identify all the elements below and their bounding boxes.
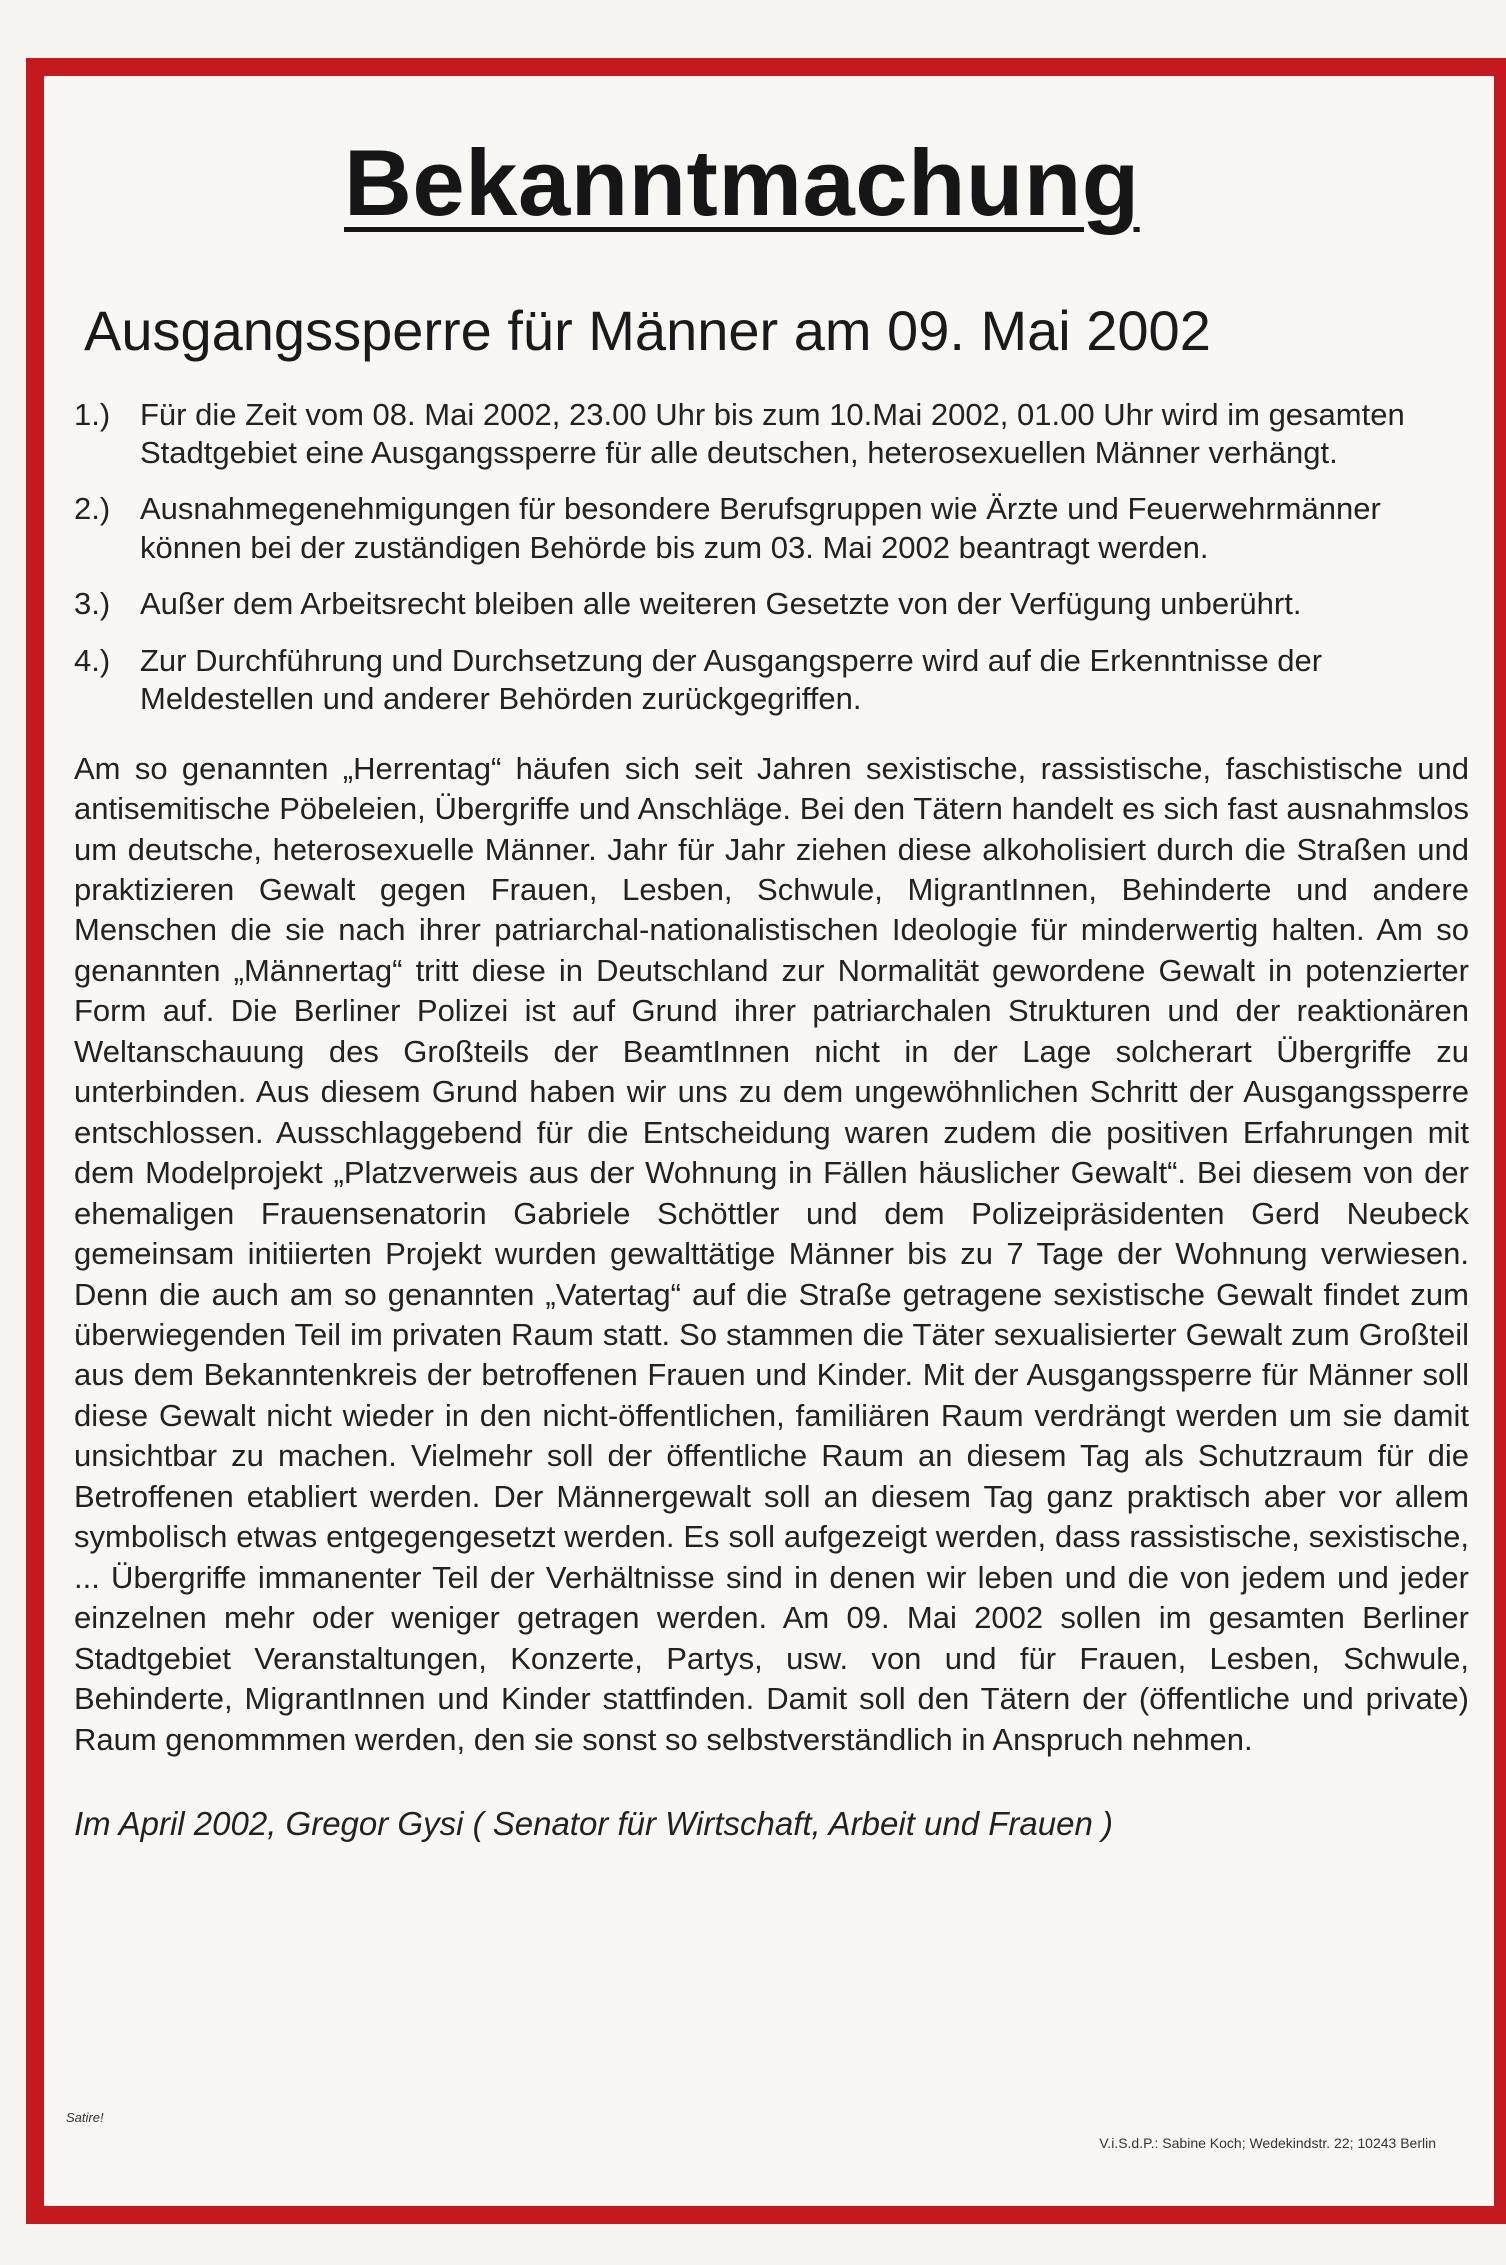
point-number: 4.) [74,642,111,678]
point-number: 2.) [74,491,111,527]
decree-point [74,642,1469,719]
decree-point [74,396,1469,473]
point-text: Ausnahmegenehmigungen für besondere Berufsgruppen wie Ärzte und Feuerwehrmänner können bei der zuständigen Behörde bis zum 03. Mai 2002 beantragt werden. [140,491,1381,565]
poster-subtitle: Ausgangssperre für Männer am 09. Mai 2002 [84,299,1211,362]
imprint-line: V.i.S.d.P.: Sabine Koch; Wedekindstr. 22; 10243 Berlin [1099,2135,1436,2151]
decree-point [74,585,1469,623]
point-number: 1.) [74,396,111,432]
red-border-frame [26,58,1506,2224]
signature-line: Im April 2002, Gregor Gysi ( Senator für Wirtschaft, Arbeit und Frauen ) [74,1804,1113,1842]
poster-title: Bekanntmachung [344,130,1140,235]
point-number: 3.) [74,586,111,622]
point-text: Außer dem Arbeitsrecht bleiben alle weiteren Gesetzte von der Verfügung unberührt. [140,586,1302,622]
satire-note: Satire! [66,2110,104,2125]
explanation-paragraph: Am so genannten „Herrentag“ häufen sich seit Jahren sexistische, rassistische, faschistische und antisemitische Pöbeleien, Übergriffe und Anschläge. Bei den Tätern handelt es sich fast ausnahmslos um deutsche, heterosexuelle Männer. Jahr für Jahr ziehen diese alkoholisiert durch die Straßen und praktizieren Gewalt gegen Frauen, Lesben, Schwule, MigrantInnen, Behinderte und andere Menschen die sie nach ihrer patriarchal-nationalistischen Ideologie für minderwertig halten. Am so genannten „Männertag“ tritt diese in Deutschland zur Normalität gewordene Gewalt in potenzierter Form auf. Die Berliner Polizei ist auf Grund ihrer patriarchalen Strukturen und der reaktionären Weltanschauung des Großteils der BeamtInnen nicht in der Lage solcherart Übergriffe zu unterbinden. Aus diesem Grund haben wir uns zu dem ungewöhnlichen Schritt der Ausgangssperre entschlossen. Ausschlaggebend für die Entscheidung waren zudem die positiven Erfahrungen mit dem Modelprojekt „Platzverweis aus der Wohnung in Fällen häuslicher Gewalt“. Bei diesem von der ehemaligen Frauensenatorin Gabriele Schöttler und dem Polizeipräsidenten Gerd Neubeck gemeinsam initiierten Projekt wurden gewalttätige Männer bis zu 7 Tage der Wohnung verwiesen. Denn die auch am so genannten „Vatertag“ auf die Straße getragene sexistische Gewalt findet zum überwiegenden Teil im privaten Raum statt. So stammen die Täter sexualisierter Gewalt zum Großteil aus dem Bekanntenkreis der betroffenen Frauen und Kinder. Mit der Ausgangssperre für Männer soll diese Gewalt nicht wieder in den nicht-öffentlichen, familiären Raum verdrängt werden um sie damit unsichtbar zu machen. Vielmehr soll der öffentliche Raum an diesem Tag als Schutzraum für die Betroffenen etabliert werden. Der Männergewalt soll an diesem Tag ganz praktisch aber vor allem symbolisch etwas entgegengesetzt werden. Es soll aufgezeigt werden, dass rassistische, sexistische, ... Übergriffe immanenter Teil der Verhältnisse sind in denen wir leben und die von jedem und jeder einzelnen mehr oder weniger getragen werden. Am 09. Mai 2002 sollen im gesamten Berliner Stadtgebiet Veranstaltungen, Konzerte, Partys, usw. von und für Frauen, Lesben, Schwule, Behinderte, MigrantInnen und Kinder stattfinden. Damit soll den Tätern der (öffentliche und private) Raum genommmen werden, den sie sonst so selbstverständlich in Anspruch nehmen. [74,750,1469,1757]
point-text: Für die Zeit vom 08. Mai 2002, 23.00 Uhr bis zum 10.Mai 2002, 01.00 Uhr wird im gesamten Stadtgebiet eine Ausgangssperre für alle deutschen, heterosexuellen Männer verhängt. [140,396,1405,471]
decree-points-list [74,396,1469,719]
point-text: Zur Durchführung und Durchsetzung der Ausgangsperre wird auf die Erkenntnisse der Meldestellen und anderer Behörden zurückgegriffen. [140,642,1323,717]
poster-content [74,130,1469,1844]
decree-point [74,490,1469,567]
